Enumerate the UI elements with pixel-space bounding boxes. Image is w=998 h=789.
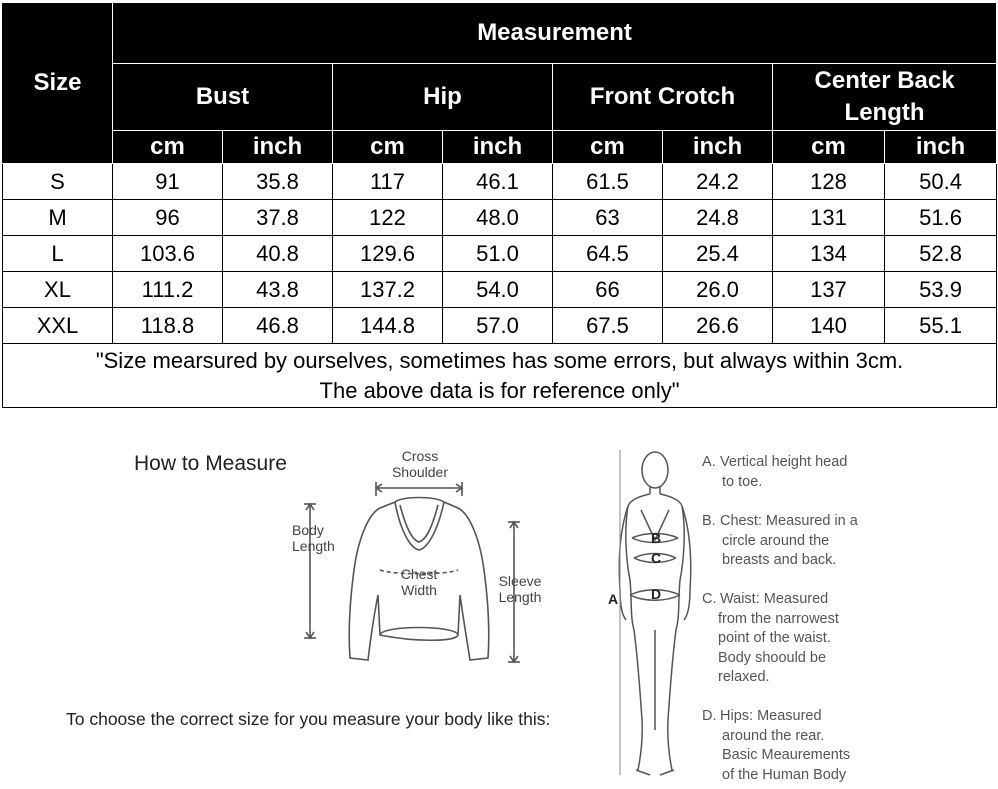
value-cell: 64.5 (553, 236, 663, 272)
value-cell: 137.2 (333, 272, 443, 308)
note-b-line: circle around the (722, 532, 830, 549)
value-cell: 117 (333, 164, 443, 200)
group-header-front-crotch: Front Crotch (553, 64, 773, 131)
value-cell: 57.0 (443, 308, 553, 344)
value-cell: 144.8 (333, 308, 443, 344)
value-cell: 37.8 (223, 200, 333, 236)
value-cell: 63 (553, 200, 663, 236)
unit-header: cm (333, 131, 443, 164)
note-d-lead: D. (702, 708, 717, 724)
note-c-line: from the narrowest (718, 610, 839, 627)
value-cell: 137 (773, 272, 885, 308)
value-cell: 122 (333, 200, 443, 236)
value-cell: 46.1 (443, 164, 553, 200)
value-cell: 53.9 (885, 272, 997, 308)
cross-shoulder-label-line: Shoulder (391, 464, 449, 480)
table-row (3, 272, 997, 308)
group-header-bust: Bust (113, 64, 333, 131)
table-row (3, 308, 997, 344)
unit-header: inch (663, 131, 773, 164)
note-a-line: Vertical height head (720, 454, 848, 470)
body-marker-b: B (651, 530, 662, 546)
value-cell: 55.1 (885, 308, 997, 344)
size-chart-table (2, 2, 997, 408)
table-note-row (3, 344, 997, 408)
note-c-line: point of the waist. (718, 630, 831, 646)
group-header-hip: Hip (333, 64, 553, 131)
value-cell: 118.8 (113, 308, 223, 344)
table-note (3, 344, 997, 408)
note-a (702, 453, 992, 492)
body-marker-d: D (651, 586, 662, 602)
sleeve-length-label-line: Length (498, 589, 542, 605)
measurement-header: Measurement (113, 3, 997, 64)
value-cell: 129.6 (333, 236, 443, 272)
value-cell: 67.5 (553, 308, 663, 344)
note-c (702, 590, 992, 688)
body-length-label (292, 522, 352, 554)
value-cell: 134 (773, 236, 885, 272)
size-cell: XL (3, 272, 113, 308)
chest-width-label-line: Width (401, 582, 437, 598)
note-b-lead: B. (702, 513, 716, 529)
unit-header: inch (443, 131, 553, 164)
value-cell: 131 (773, 200, 885, 236)
note-d (702, 707, 992, 785)
value-cell: 35.8 (223, 164, 333, 200)
value-cell: 24.8 (663, 200, 773, 236)
body-marker-c: C (651, 550, 662, 566)
unit-header: cm (553, 131, 663, 164)
size-cell: M (3, 200, 113, 236)
table-row (3, 200, 997, 236)
body-length-label-line: Body (292, 522, 324, 538)
note-c-line: relaxed. (718, 669, 770, 685)
value-cell: 24.2 (663, 164, 773, 200)
value-cell: 26.0 (663, 272, 773, 308)
value-cell: 128 (773, 164, 885, 200)
unit-header: cm (113, 131, 223, 164)
value-cell: 54.0 (443, 272, 553, 308)
value-cell: 61.5 (553, 164, 663, 200)
cross-shoulder-label-line: Cross (401, 448, 439, 464)
note-b-line: breasts and back. (722, 552, 837, 568)
value-cell: 46.8 (223, 308, 333, 344)
value-cell: 96 (113, 200, 223, 236)
value-cell: 66 (553, 272, 663, 308)
size-cell: XXL (3, 308, 113, 344)
note-a-line: to toe. (722, 473, 763, 490)
note-d-line: Hips: Measured (720, 708, 822, 724)
chest-width-label-line: Chest (400, 566, 438, 582)
body-marker-a: A (608, 591, 619, 607)
note-line-1: "Size mearsured by ourselves, sometimes has some errors, but always within 3cm. (95, 347, 904, 373)
center-back-length-label: Center Back Length (814, 67, 955, 126)
value-cell: 91 (113, 164, 223, 200)
sleeve-length-label-line: Sleeve (498, 573, 542, 589)
note-a-lead: A. (702, 454, 716, 470)
value-cell: 51.6 (885, 200, 997, 236)
how-to-measure-title: How to Measure (134, 452, 287, 475)
value-cell: 51.0 (443, 236, 553, 272)
unit-header: cm (773, 131, 885, 164)
value-cell: 140 (773, 308, 885, 344)
note-d-line: of the Human Body (722, 766, 847, 783)
value-cell: 26.6 (663, 308, 773, 344)
value-cell: 111.2 (113, 272, 223, 308)
table-row (3, 236, 997, 272)
note-c-line: Body shoould be (718, 649, 827, 666)
note-c-line: Waist: Measured (720, 591, 829, 607)
size-cell: S (3, 164, 113, 200)
value-cell: 48.0 (443, 200, 553, 236)
value-cell: 40.8 (223, 236, 333, 272)
note-d-line: around the rear. (722, 727, 825, 744)
value-cell: 50.4 (885, 164, 997, 200)
note-b (702, 512, 992, 571)
body-figure-illustration (619, 450, 690, 775)
size-column-header: Size (3, 3, 113, 164)
cross-shoulder-label (380, 448, 460, 480)
chest-width-label (391, 566, 447, 598)
choose-size-instruction: To choose the correct size for you measure your body like this: (66, 709, 551, 729)
unit-header: inch (223, 131, 333, 164)
note-b-line: Chest: Measured in a (720, 513, 858, 529)
note-line-2: The above data is for reference only" (319, 377, 680, 403)
value-cell: 103.6 (113, 236, 223, 272)
value-cell: 43.8 (223, 272, 333, 308)
note-c-lead: C. (702, 591, 717, 607)
value-cell: 52.8 (885, 236, 997, 272)
sleeve-length-label (490, 573, 550, 605)
note-d-line: Basic Meaurements (722, 747, 851, 763)
size-cell: L (3, 236, 113, 272)
group-header-center-back-length (773, 64, 997, 131)
unit-header: inch (885, 131, 997, 164)
table-row (3, 164, 997, 200)
value-cell: 25.4 (663, 236, 773, 272)
body-length-label-line: Length (292, 538, 335, 554)
